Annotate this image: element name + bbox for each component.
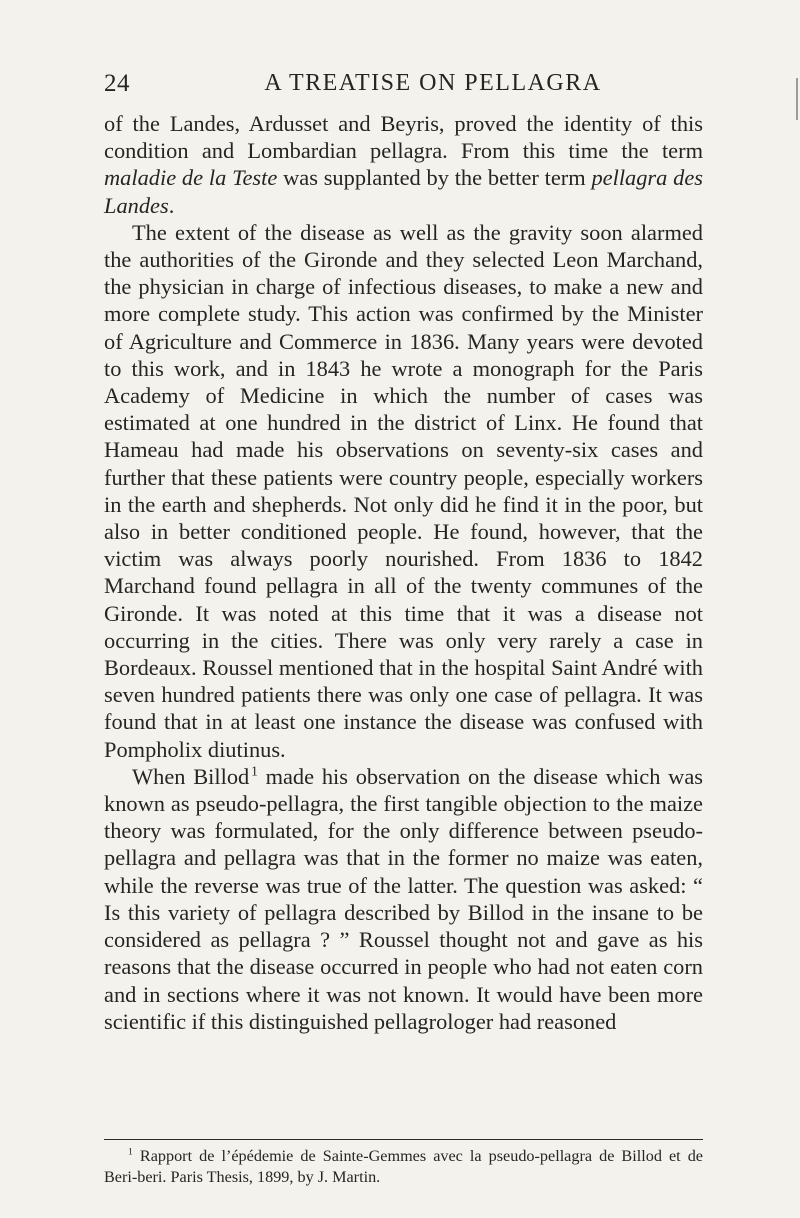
footnote-text: Rapport de l’épédemie de Sainte-Gemmes avec la pseudo-pellagra de Billod et de Beri-beri. Paris Thesis, 1899, by J. Martin. — [104, 1147, 703, 1186]
body-text — [104, 110, 703, 1035]
paragraph-1 — [104, 110, 703, 219]
page-header — [104, 70, 704, 100]
italic-term-pellagra-des-landes: pellagra des Landes — [104, 165, 703, 218]
page-edge-mark — [796, 78, 798, 120]
paragraph-1-text-middle: was supplanted by the better term — [277, 165, 592, 191]
paragraph-2: The extent of the disease as well as the gravity soon alarmed the authorities of the Gironde and they selected Leon Marchand, the physician in charge of infectious diseases, to make a new and more complete study. This action was confirmed by the Minister of Agriculture and Commerce in 1836. Many years were devoted to this work, and in 1843 he wrote a monograph for the Paris Academy of Medicine in which the number of cases was estimated at one hundred in the district of Linx. He found that Hameau had made his observations on seventy-six cases and further that these patients were country people, especially workers in the earth and shepherds. Not only did he find it in the poor, but also in better conditioned people. He found, however, that the victim was always poorly nourished. From 1836 to 1842 Marchand found pellagra in all of the twenty communes of the Gironde. It was noted at this time that it was a disease not occurring in the cities. There was only very rarely a case in Bordeaux. Roussel mentioned that in the hospital Saint André with seven hundred patients there was only one case of pellagra. It was found that in at least one instance the disease was confused with Pompholix diutinus. — [104, 219, 703, 762]
footnote-divider — [104, 1139, 703, 1140]
italic-term-maladie: maladie de la Teste — [104, 165, 278, 191]
footnote-marker: 1 — [128, 1146, 133, 1158]
paragraph-1-text-start: of the Landes, Ardusset and Beyris, proved the identity of this condition and Lombardian pellagra. From this time the term — [104, 111, 703, 164]
footnote — [104, 1146, 703, 1188]
paragraph-1-text-end: . — [168, 192, 175, 218]
paragraph-3 — [104, 763, 703, 1035]
paragraph-3-text-rest: made his observation on the disease which was known as pseudo-pellagra, the first tangible objection to the maize theory was formulated, for the only difference between pseudo-pellagra and pellagra was that in the former no maize was eaten, while the reverse was true of the latter. The question was asked: “ Is this variety of pellagra described by Billod in the insane to be considered as pellagra ? ” Roussel thought not and gave as his reasons that the disease occurred in people who had not eaten corn and in sections where it was not known. It would have been more scientific if this distinguished pellagrologer had reasoned — [104, 763, 703, 1034]
footnote-reference: 1 — [251, 763, 258, 779]
page-number: 24 — [104, 70, 130, 97]
running-title: A TREATISE ON PELLAGRA — [264, 70, 602, 96]
paragraph-3-text-start: When Billod — [132, 763, 250, 789]
